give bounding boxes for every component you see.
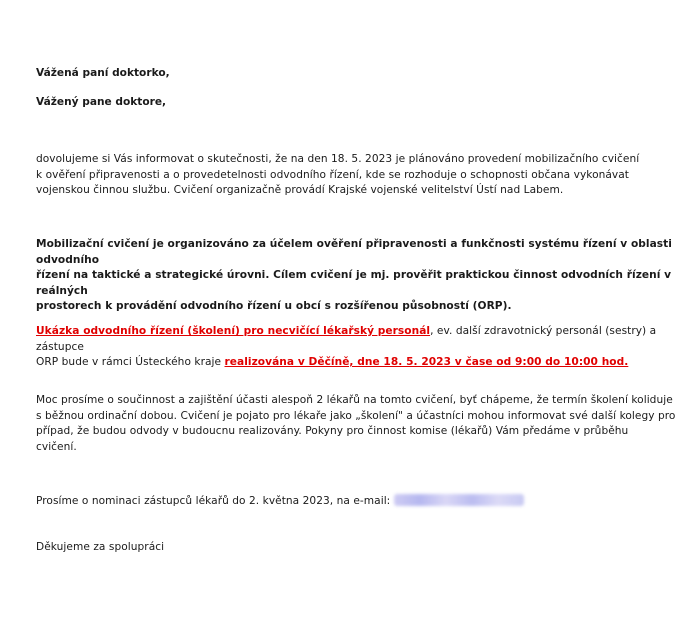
greeting-doctor-male: Vážený pane doktore, [36, 96, 167, 108]
redacted-email [394, 494, 524, 506]
highlight-training-date: realizována v Děčíně, dne 18. 5. 2023 v čase od 9:00 do 10:00 hod. [224, 356, 629, 368]
paragraph-line: k ověření připravenosti a o provedetelnosti odvodního řízení, kde se rozhoduje o schopnosti občana vykonávat [36, 168, 629, 181]
paragraph-line [36, 355, 676, 371]
paragraph-line: s běžnou ordinační dobou. Cvičení je pojato pro lékaře jako „školení" a účastníci mohou informovat své další kolegy pro [36, 409, 676, 422]
paragraph-line [36, 324, 676, 355]
paragraph-cooperation-request [36, 393, 676, 455]
paragraph-intro [36, 152, 676, 199]
paragraph-line: dovolujeme si Vás informovat o skutečnosti, že na den 18. 5. 2023 je plánováno provedení mobilizačního cvičení [36, 153, 640, 165]
greeting-doctor-female: Vážená paní doktorko, [36, 67, 170, 79]
paragraph-line: Moc prosíme o součinnost a zajištění účasti alespoň 2 lékařů na tomto cvičení, byť chápeme, že termín školení koliduje [36, 394, 673, 406]
paragraph-line: vojenskou činnou službu. Cvičení organizačně provádí Krajské vojenské velitelství Ústí nad Labem. [36, 184, 564, 196]
paragraph-training-demo [36, 324, 676, 371]
paragraph-line: řízení na taktické a strategické úrovni. Cílem cvičení je mj. prověřit praktickou činnost odvodních řízení v reálných [36, 269, 672, 297]
highlight-training-title: Ukázka odvodního řízení (školení) pro necvičící lékařský personál [36, 325, 431, 337]
closing-thanks: Děkujeme za spolupráci [36, 541, 165, 553]
paragraph-exercise-purpose [36, 237, 676, 315]
paragraph-line: cvičení. [36, 440, 77, 453]
paragraph-line: Mobilizační cvičení je organizováno za účelem ověření připravenosti a funkčnosti systému řízení v oblasti odvodního [36, 238, 672, 266]
training-location-text: ORP bude v rámci Ústeckého kraje [36, 356, 225, 368]
paragraph-line: případ, že budou odvody v budoucnu realizovány. Pokyny pro činnost komise (lékařů) Vám předáme v průběhu [36, 425, 629, 437]
paragraph-line: prostorech k provádění odvodního řízení u obcí s rozšířenou působností (ORP). [36, 300, 512, 312]
paragraph-nomination [36, 494, 676, 510]
nomination-text: Prosíme o nominaci zástupců lékařů do 2. května 2023, na e-mail: [36, 495, 394, 507]
training-rest-text: , ev. další zdravotnický personál (sestry) a zástupce [36, 325, 657, 353]
